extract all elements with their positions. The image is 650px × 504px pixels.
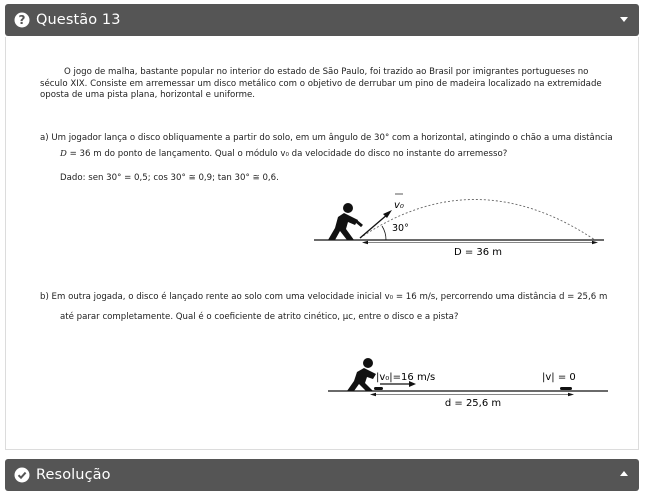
velocity-vector-a: [360, 214, 388, 238]
part-b-line1: b) Em outra jogada, o disco é lançado rente ao solo com uma velocidade inicial v₀ = 16 m/s, percorrendo uma distância d = 25,6 m: [40, 292, 608, 302]
player-figure-b: [347, 358, 376, 391]
distance-label-b: d = 25,6 m: [444, 398, 502, 409]
distance-label-a: D = 36 m: [453, 247, 503, 258]
angle-arc: [382, 226, 386, 240]
angle-label: 30°: [392, 223, 409, 234]
chevron-up-icon[interactable]: [620, 471, 628, 476]
part-a-given: Dado: sen 30° = 0,5; cos 30° ≅ 0,9; tan 30° ≅ 0,6.: [60, 173, 279, 183]
question-circle-icon: [14, 12, 30, 28]
intro-paragraph: O jogo de malha, bastante popular no interior do estado de São Paulo, foi trazido ao Brasil por imigrantes portugueses no século XIX. Consiste em arremessar um disco metálico com o objetivo de derrubar um pino de madeira localizado na extremidade oposta de uma pista plana, horizontal e uniforme.: [40, 67, 602, 100]
disc-start: [374, 387, 383, 390]
figure-a-diagram: [310, 184, 610, 260]
question-panel-header[interactable]: [5, 4, 639, 36]
resolution-panel-header[interactable]: [5, 459, 639, 491]
player-figure-a: [328, 203, 362, 240]
disc-end: [560, 387, 572, 390]
check-circle-icon: [14, 467, 30, 483]
svg-text:?: ?: [18, 13, 26, 28]
chevron-down-icon[interactable]: [620, 17, 628, 22]
question-title: Questão 13: [36, 12, 121, 28]
resolution-title: Resolução: [36, 467, 111, 483]
figure-b-diagram: [318, 354, 608, 416]
v0-label-b: |v₀|=16 m/s: [376, 372, 436, 383]
part-b-line2: até parar completamente. Qual é o coeficiente de atrito cinético, μc, entre o disco e a pista?: [60, 312, 459, 322]
part-a-line2: D = 36 m do ponto de lançamento. Qual o módulo v₀ da velocidade do disco no instante do arremesso?: [60, 149, 508, 159]
v-label-b: |v| = 0: [542, 372, 576, 383]
part-a-line1: a) Um jogador lança o disco obliquamente a partir do solo, em um ângulo de 30° com a horizontal, atingindo o chão a uma distância: [40, 133, 613, 143]
v0-label-a: v₀: [394, 200, 404, 211]
